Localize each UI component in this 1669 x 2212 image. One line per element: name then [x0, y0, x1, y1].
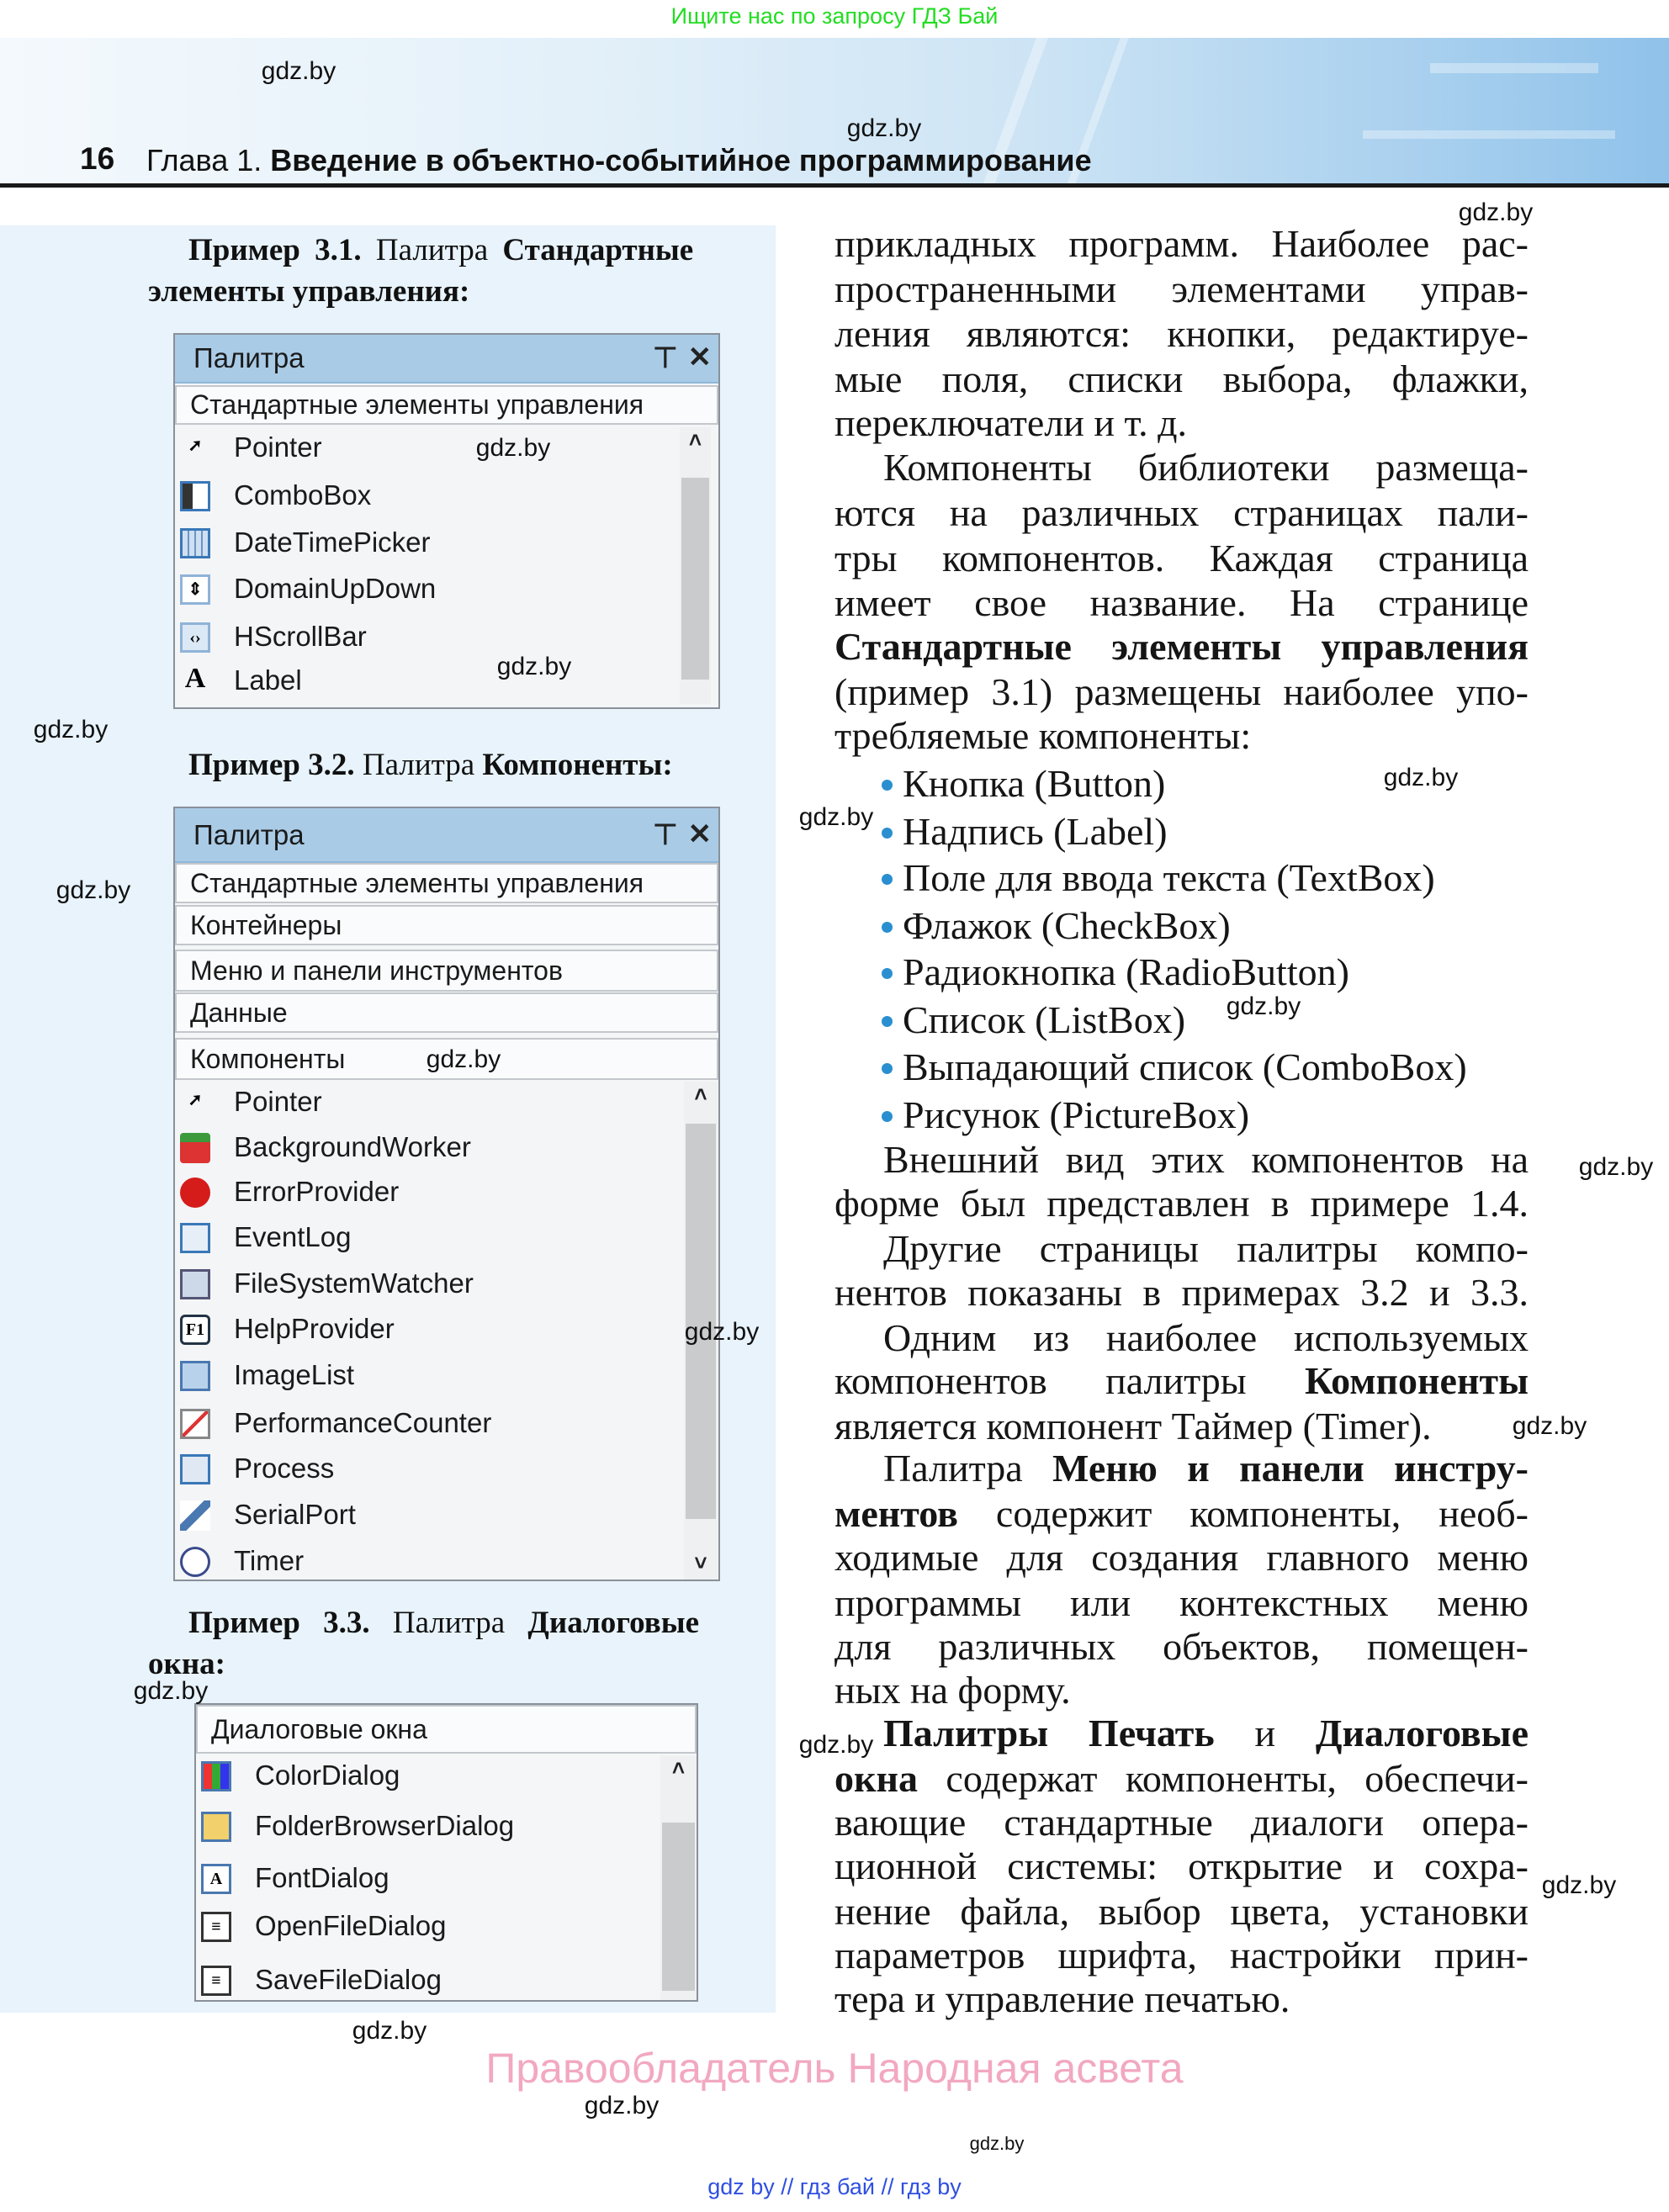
text-span: ходимые для создания главного меню	[834, 1536, 1529, 1579]
palette-item[interactable]	[175, 1355, 684, 1397]
example-3-3-caption	[188, 1605, 699, 1641]
palette-item-label: Label	[234, 664, 302, 696]
palette-item[interactable]	[175, 1217, 684, 1259]
scrollbar-thumb[interactable]	[662, 1823, 695, 1991]
text-span: Надпись (Label)	[903, 810, 1168, 853]
palette-item[interactable]	[175, 617, 680, 659]
text-span: Кнопка (Button)	[903, 762, 1166, 805]
text-span: Список (ListBox)	[903, 998, 1186, 1041]
palette-item-label: ErrorProvider	[234, 1176, 400, 1207]
palette-item[interactable]	[175, 522, 680, 564]
palette-item[interactable]	[175, 475, 680, 517]
text-span: вающие стандартные диалоги опера-	[834, 1801, 1529, 1844]
text-span: (пример 3.1) размещены наиболее упо-	[834, 670, 1529, 713]
text-span: форме был представлен в примере 1.4.	[834, 1182, 1529, 1225]
text-line	[834, 1404, 1529, 1449]
pin-icon[interactable]: ⊥	[653, 817, 678, 849]
filesystemwatcher-icon	[180, 1269, 210, 1299]
text-span: и	[1214, 1712, 1316, 1754]
fontdialog-icon: A	[201, 1864, 231, 1894]
text-span: прикладных программ. Наиболее рас-	[834, 222, 1529, 265]
palette-item[interactable]	[196, 1806, 660, 1848]
text-span: параметров шрифта, настройки прин-	[834, 1934, 1529, 1977]
palette-item[interactable]	[196, 1755, 660, 1797]
text-span: ления являются: кнопки, редактируе-	[834, 312, 1529, 355]
text-span: компонентов палитры	[834, 1359, 1306, 1402]
pin-icon[interactable]: ⊥	[653, 341, 678, 373]
example-label: Пример 3.3.	[188, 1606, 370, 1640]
palette-item[interactable]	[175, 1082, 684, 1124]
text-span: ных на форму.	[834, 1669, 1071, 1712]
text-line	[834, 669, 1529, 715]
errorprovider-icon	[180, 1177, 210, 1208]
watermark: gdz.by	[969, 2133, 1025, 2154]
text-span: Палитра	[883, 1447, 1053, 1490]
text-span: Поле для ввода текста (TextBox)	[903, 856, 1435, 899]
text-line	[834, 1491, 1529, 1537]
watermark: gdz.by	[1512, 1412, 1587, 1440]
palette-item-label: FileSystemWatcher	[234, 1267, 474, 1299]
watermark: gdz.by	[56, 876, 131, 904]
palette-item[interactable]	[175, 1172, 684, 1214]
palette-item-label: PerformanceCounter	[234, 1407, 492, 1438]
palette-window	[173, 333, 720, 709]
bullet-item	[882, 998, 1529, 1043]
watermark: gdz.by	[846, 114, 922, 142]
text-span: тры компонентов. Каждая страница	[834, 537, 1529, 579]
text-line	[834, 221, 1529, 267]
palette-item[interactable]	[175, 1448, 684, 1490]
header-rule	[0, 183, 1669, 188]
performancecounter-icon	[180, 1409, 210, 1439]
serialport-icon	[180, 1500, 210, 1531]
palette-item-label: Process	[234, 1453, 335, 1484]
palette-item-label: SerialPort	[234, 1499, 356, 1530]
text-span: является компонент Таймер (Timer).	[834, 1405, 1432, 1447]
backgroundworker-icon	[180, 1133, 210, 1163]
pointer-icon: ➚	[188, 1091, 203, 1109]
process-icon	[180, 1454, 210, 1484]
palette-tab[interactable]: Меню и панели инструментов	[175, 950, 718, 992]
footer-links[interactable]: gdz by // гдз бай // гдз by	[707, 2174, 962, 2199]
text-line	[834, 400, 1529, 446]
text-span: требляемые компоненты:	[834, 714, 1252, 757]
pointer-icon: ➚	[188, 437, 203, 455]
text-line	[834, 536, 1529, 581]
scroll-up-arrow-icon[interactable]: ˄	[688, 427, 702, 452]
palette-item[interactable]	[175, 1495, 684, 1537]
watermark: gdz.by	[798, 803, 874, 831]
chapter-heading	[146, 143, 1092, 178]
text-span: Другие страницы палитры компо-	[883, 1227, 1529, 1270]
palette-title-bar	[175, 808, 718, 863]
text-line	[834, 1889, 1529, 1934]
watermark: gdz.by	[584, 2092, 660, 2119]
timer-icon	[180, 1547, 210, 1577]
bullet-item	[882, 950, 1529, 995]
example-3-2-caption	[188, 747, 673, 783]
palette-item-label: Timer	[234, 1545, 305, 1576]
watermark: gdz.by	[1578, 1153, 1654, 1181]
palette-item-label: ComboBox	[234, 479, 372, 511]
text-line	[834, 1711, 1529, 1756]
bullet-item	[882, 1045, 1529, 1090]
example-3-1-caption	[188, 232, 693, 268]
text-line	[834, 311, 1529, 357]
palette-item-label: Pointer	[234, 1086, 322, 1117]
text-span: Рисунок (PictureBox)	[903, 1093, 1250, 1136]
text-span: мые поля, списки выбора, флажки,	[834, 357, 1529, 400]
text-line	[834, 1844, 1529, 1889]
text-span: Флажок (CheckBox)	[903, 904, 1231, 947]
palette-item-label: Pointer	[234, 431, 322, 463]
bullet-icon	[882, 874, 893, 885]
palette-item[interactable]	[175, 1309, 684, 1351]
text-line	[834, 1977, 1529, 2022]
text-line	[834, 1358, 1529, 1404]
imagelist-icon	[180, 1361, 210, 1391]
chapter-prefix: Глава 1.	[146, 143, 262, 177]
watermark: gdz.by	[684, 1318, 760, 1346]
text-line	[834, 267, 1529, 312]
text-span: имеет свое название. На странице	[834, 581, 1529, 624]
text-span: Радиокнопка (RadioButton)	[903, 950, 1349, 993]
text-span: пространенными элементами управ-	[834, 267, 1529, 310]
bold-term: Меню и панели инстру-	[1052, 1447, 1529, 1490]
bullet-icon	[882, 1063, 893, 1074]
watermark: gdz.by	[496, 653, 572, 680]
watermark: gdz.by	[1226, 992, 1301, 1020]
combobox-icon	[180, 481, 210, 511]
text-span: нентов показаны в примерах 3.2 и 3.3.	[834, 1271, 1529, 1314]
copyright-notice: Правообладатель Народная асвета	[485, 2045, 1184, 2092]
palette-item[interactable]	[196, 1906, 660, 1948]
palette-tab[interactable]: Стандартные элементы управления	[175, 863, 718, 903]
example-label: Пример 3.1.	[188, 233, 362, 267]
palette-tab[interactable]: Диалоговые окна	[196, 1705, 697, 1754]
palette-item[interactable]	[175, 660, 680, 702]
bullet-icon	[882, 1111, 893, 1122]
text-line	[834, 1756, 1529, 1802]
text-line	[834, 1933, 1529, 1978]
bullet-icon	[882, 922, 893, 933]
palette-item-label: SaveFileDialog	[255, 1964, 442, 1995]
bold-term: Стандартные элементы управления	[834, 625, 1529, 668]
example-text: Палитра	[362, 748, 475, 782]
openfiledialog-icon: ≡	[201, 1912, 231, 1942]
text-span: Выпадающий список (ComboBox)	[903, 1045, 1467, 1088]
palette-item[interactable]	[196, 1858, 660, 1900]
palette-item[interactable]	[175, 1403, 684, 1445]
palette-item-label: DomainUpDown	[234, 573, 437, 604]
watermark: gdz.by	[1541, 1871, 1617, 1899]
datetimepicker-icon	[180, 528, 210, 558]
watermark: gdz.by	[798, 1731, 874, 1759]
palette-item[interactable]	[196, 1960, 660, 2002]
watermark: gdz.by	[426, 1045, 501, 1073]
palette-item-label: ColorDialog	[255, 1760, 400, 1791]
palette-item-label: FontDialog	[255, 1862, 389, 1893]
search-hint-banner: Ищите нас по запросу ГДЗ Бай	[670, 3, 999, 29]
bold-term: Диалоговые	[1315, 1712, 1529, 1754]
eventlog-icon	[180, 1223, 210, 1253]
palette-item-label: OpenFileDialog	[255, 1910, 447, 1941]
example-bold: Компоненты:	[482, 748, 673, 782]
palette-tab[interactable]: Контейнеры	[175, 905, 718, 945]
palette-item[interactable]	[175, 1541, 684, 1583]
text-line	[834, 713, 1529, 759]
text-span: Внешний вид этих компонентов на	[883, 1138, 1529, 1181]
scroll-up-arrow-icon[interactable]: ˄	[694, 1082, 707, 1107]
text-span: переключатели и т. д.	[834, 401, 1187, 444]
example-text: Палитра	[375, 233, 489, 267]
text-span: содержат компоненты, обеспечи-	[918, 1757, 1529, 1800]
folderbrowserdialog-icon	[201, 1812, 231, 1842]
palette-tab[interactable]: Компоненты	[175, 1038, 718, 1080]
text-line	[834, 1181, 1529, 1226]
example-label: Пример 3.2.	[188, 748, 355, 782]
watermark: gdz.by	[352, 2017, 427, 2045]
example-text: Палитра	[392, 1606, 506, 1640]
palette-item-label: ImageList	[234, 1359, 355, 1390]
example-3-1-caption-cont	[148, 273, 469, 310]
watermark: gdz.by	[475, 434, 551, 462]
palette-item-label: FolderBrowserDialog	[255, 1810, 515, 1841]
label-icon: A	[184, 663, 206, 694]
close-icon[interactable]: ✕	[687, 341, 712, 373]
text-line	[834, 1580, 1529, 1626]
watermark: gdz.by	[1383, 764, 1459, 791]
domainupdown-icon: ⇕	[180, 574, 210, 605]
palette-title: Палитра	[193, 818, 305, 850]
palette-item-label: EventLog	[234, 1221, 352, 1252]
palette-item-label: DateTimePicker	[234, 527, 431, 558]
bold-term: окна	[834, 1757, 919, 1800]
chapter-title: Введение в объектно-событийное программирование	[270, 143, 1092, 177]
palette-title: Палитра	[193, 342, 305, 373]
text-line	[834, 1668, 1529, 1713]
example-bold: элементы управления:	[148, 274, 470, 309]
text-line	[834, 1270, 1529, 1315]
palette-item-label: HScrollBar	[234, 621, 367, 652]
scrollbar-thumb[interactable]	[681, 478, 709, 680]
palette-item-label: HelpProvider	[234, 1313, 395, 1344]
bold-term: Палитры Печать	[883, 1712, 1215, 1754]
page-number: 16	[80, 141, 115, 176]
text-line	[834, 624, 1529, 669]
colordialog-icon	[201, 1761, 231, 1791]
text-line	[834, 1315, 1529, 1361]
text-line	[834, 445, 1529, 490]
text-line	[834, 1226, 1529, 1272]
palette-title-bar	[175, 335, 718, 384]
bold-term: Компоненты	[1305, 1359, 1529, 1402]
watermark: gdz.by	[33, 716, 109, 744]
example-bold: Диалоговые	[527, 1606, 700, 1640]
palette-window	[194, 1703, 698, 2002]
text-line	[834, 490, 1529, 536]
watermark: gdz.by	[1458, 198, 1534, 226]
text-span: ются на различных страницах пали-	[834, 491, 1529, 534]
text-line	[834, 1800, 1529, 1845]
close-icon[interactable]: ✕	[687, 818, 712, 850]
text-line	[834, 1446, 1529, 1491]
text-span: ционной системы: открытие и сохра-	[834, 1844, 1529, 1887]
text-line	[834, 1624, 1529, 1670]
example-bold: окна:	[148, 1647, 225, 1681]
helpprovider-icon: F1	[180, 1315, 210, 1345]
palette-item[interactable]	[175, 1127, 684, 1169]
scroll-up-arrow-icon[interactable]: ˄	[671, 1755, 686, 1781]
example-bold: Стандартные	[502, 233, 694, 267]
palette-item[interactable]	[175, 1263, 684, 1305]
text-span: программы или контекстных меню	[834, 1581, 1529, 1624]
text-span: для различных объектов, помещен-	[834, 1625, 1529, 1668]
text-span: Компоненты библиотеки размеща-	[883, 446, 1529, 489]
palette-item[interactable]	[175, 569, 680, 611]
palette-tab[interactable]: Стандартные элементы управления	[175, 385, 718, 425]
palette-item-label: BackgroundWorker	[234, 1131, 471, 1162]
text-line	[834, 580, 1529, 626]
text-span: содержит компоненты, необ-	[957, 1492, 1529, 1535]
text-line	[834, 1137, 1529, 1183]
hscrollbar-icon: ‹›	[180, 622, 210, 653]
bold-term: ментов	[834, 1492, 958, 1535]
bullet-item	[882, 1093, 1529, 1138]
bullet-icon	[882, 828, 893, 839]
text-span: Одним из наиболее используемых	[883, 1316, 1529, 1359]
watermark: gdz.by	[133, 1677, 209, 1705]
palette-scrollbar[interactable]	[680, 427, 711, 704]
palette-window	[173, 807, 720, 1581]
text-line	[834, 1535, 1529, 1580]
palette-item[interactable]	[175, 427, 680, 469]
text-line	[834, 357, 1529, 402]
bullet-item	[882, 855, 1529, 901]
watermark: gdz.by	[261, 57, 336, 85]
bullet-icon	[882, 968, 893, 979]
text-span: тера и управление печатью.	[834, 1977, 1290, 2020]
bullet-item	[882, 903, 1529, 949]
bullet-icon	[882, 780, 893, 791]
bullet-icon	[882, 1016, 893, 1027]
palette-tab[interactable]: Данные	[175, 992, 718, 1033]
text-span: нение файла, выбор цвета, установки	[834, 1890, 1529, 1933]
palette-scrollbar[interactable]	[660, 1755, 697, 2000]
scroll-down-arrow-icon[interactable]: ˅	[694, 1550, 707, 1575]
bullet-item	[882, 809, 1529, 855]
savefiledialog-icon: ≡	[201, 1966, 231, 1996]
